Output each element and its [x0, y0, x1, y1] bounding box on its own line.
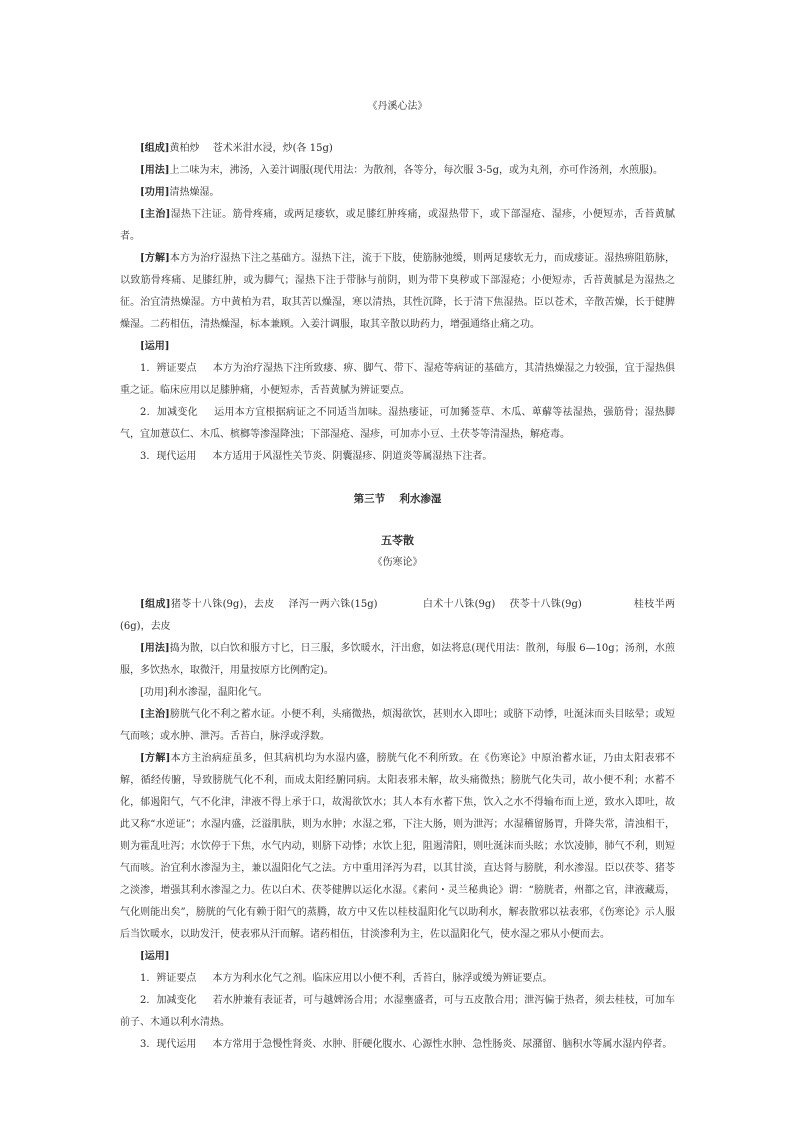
application-heading: [运用]: [140, 951, 170, 962]
application-item-label: 3．现代运用: [140, 451, 197, 462]
formula-title: 五苓散: [381, 534, 414, 547]
analysis-label: [方解]: [140, 753, 171, 764]
application-item-label: 3．现代运用: [140, 1039, 197, 1050]
indication-label: [主治]: [140, 709, 170, 720]
composition-text: 猪苓十八铢(9g)，去皮 泽泻一两六铢(15g) 白术十八铢(9g) 茯苓十八铢(9g) 桂枝半两(6g)，去皮: [120, 599, 675, 632]
application-item-2: [120, 402, 675, 446]
application-item-label: 2．加减变化: [140, 407, 198, 418]
composition-label: [组成]: [140, 143, 170, 154]
application-item-3: [120, 1034, 675, 1056]
usage-text: 捣为散，以白饮和服方寸匕，日三服，多饮暖水，汗出愈，如法将息(现代用法：散剂，每服 6—10g；汤剂，水煎服，多饮热水，取微汗，用量按原方比例酌定)。: [120, 643, 675, 676]
application-item-label: 1．辨证要点: [140, 973, 197, 984]
effect-paragraph: [功用]利水渗湿，温阳化气。: [140, 687, 268, 698]
usage-paragraph: [120, 160, 675, 182]
composition-paragraph: [120, 138, 675, 160]
application-item-text: 本方为治疗湿热下注所致痿、痹、脚气、带下、湿疮等病证的基础方，其清热燥湿之力较强，宜于湿热俱重之证。临床应用以足膝肿痛，小便短赤，舌苔黄腻为辨证要点。: [120, 363, 675, 396]
indication-text: 湿热下注证。筋骨疼痛，或两足痿软，或足膝红肿疼痛，或湿热带下，或下部湿疮、湿疹，小便短赤，舌苔黄腻者。: [120, 209, 675, 242]
application-item-text: 若水肿兼有表证者，可与越婢汤合用；水湿壅盛者，可与五皮散合用；泄泻偏于热者，须去桂枝，可加车前子、木通以利水清热。: [120, 995, 675, 1028]
application-item-text: 本方为利水化气之剂。临床应用以小便不利，舌苔白，脉浮或缓为辨证要点。: [212, 973, 553, 984]
indication-paragraph: [120, 204, 675, 248]
application-item-3: [120, 446, 675, 468]
application-item-1: [120, 358, 675, 402]
source-title-danxi: 《丹溪心法》: [367, 101, 428, 112]
application-item-text: 运用本方宜根据病证之不同适当加味。湿热痿证，可加豨莶草、木瓜、萆薢等祛湿热，强筋骨；湿热脚气，宜加薏苡仁、木瓜、槟榔等渗湿降浊；下部湿疮、湿疹，可加赤小豆、土茯苓等清湿热，解疮毒。: [120, 407, 675, 440]
indication-paragraph: [120, 704, 675, 748]
analysis-text: 本方为治疗湿热下注之基础方。湿热下注，流于下肢，使筋脉弛缓，则两足痿软无力，而成痿证。湿热痹阻筋脉，以致筋骨疼痛、足膝红肿，或为脚气；湿热下注于带脉与前阴，则为带下臭秽或下部湿疮；小便短赤，舌苔黄腻是为湿热之征。治宜清热燥湿。方中黄柏为君，取其苦以燥湿，寒以清热，其性沉降，长于清下焦湿热。臣以苍术，辛散苦燥，长于健脾燥湿。二药相伍，清热燥湿，标本兼顾。入姜汁调服，取其辛散以助药力，增强通络止痛之功。: [120, 253, 675, 330]
analysis-paragraph: [120, 248, 675, 336]
document-page: [120, 96, 675, 1056]
indication-label: [主治]: [140, 209, 171, 220]
indication-text: 膀胱气化不利之蓄水证。小便不利，头痛微热，烦渴欲饮，甚则水入即吐；或脐下动悸，吐涎沫而头目眩晕；或短气而咳；或水肿、泄泻。舌苔白，脉浮或浮数。: [120, 709, 675, 742]
source-title-shanghan: 《伤寒论》: [372, 557, 423, 568]
composition-label: [组成]: [140, 599, 171, 610]
section-heading: 第三节 利水渗湿: [353, 493, 442, 505]
usage-label: [用法]: [140, 165, 170, 176]
application-item-label: 2．加减变化: [140, 995, 197, 1006]
usage-text: 上二味为末，沸汤，入姜汁调服(现代用法：为散剂，各等分，每次服 3-5g，或为丸剂，亦可作汤剂，水煎服)。: [169, 165, 663, 176]
analysis-label: [方解]: [140, 253, 170, 264]
effect-paragraph: [120, 182, 675, 204]
composition-paragraph: [120, 594, 675, 638]
application-item-text: 本方常用于急慢性肾炎、水肿、肝硬化腹水、心源性水肿、急性肠炎、尿潴留、脑积水等属水湿内停者。: [212, 1039, 673, 1050]
application-item-text: 本方适用于风湿性关节炎、阴囊湿疹、阴道炎等属湿热下注者。: [212, 451, 493, 462]
application-item-label: 1．辨证要点: [140, 363, 197, 374]
application-item-2: [120, 990, 675, 1034]
usage-paragraph: [120, 638, 675, 682]
effect-text: 清热燥湿。: [169, 187, 220, 198]
analysis-text: 本方主治病症虽多，但其病机均为水湿内盛，膀胱气化不利所致。在《伤寒论》中原治蓄水证，乃由太阳表邪不解，循经传腑，导致膀胱气化不利，而成太阳经腑同病。太阳表邪未解，故头痛微热；膀胱气化失司，故小便不利；水蓄不化，郁遏阳气，气不化津，津液不得上承于口，故渴欲饮水；其人本有水蓄下焦，饮入之水不得输布而上逆，致水入即吐，故此又称“水逆证”；水湿内盛，泛溢肌肤，则为水肿；水湿之邪，下注大肠，则为泄泻；水湿稽留肠胃，升降失常，清浊相干，则为霍乱吐泻；水饮停于下焦，水气内动，则脐下动悸；水饮上犯，阻遏清阳，则吐涎沫而头眩；水饮凌肺，肺气不利，则短气而咳。治宜利水渗湿为主，兼以温阳化气之法。方中重用泽泻为君，以其甘淡，直达肾与膀胱，利水渗湿。臣以茯苓、猪苓之淡渗，增强其利水渗湿之力。佐以白术、茯苓健脾以运化水湿。《素问・灵兰秘典论》谓：“膀胱者，州都之官，津液藏焉，气化则能出矣”，膀胱的气化有赖于阳气的蒸腾，故方中又佐以桂枝温阳化气以助利水，解表散邪以祛表邪，《伤寒论》示人服后当饮暖水，以助发汗，使表邪从汗而解。诸药相伍，甘淡渗利为主，佐以温阳化气，使水湿之邪从小便而去。: [120, 753, 675, 940]
analysis-paragraph: [120, 748, 675, 946]
application-item-1: [120, 968, 675, 990]
application-heading: [运用]: [140, 341, 170, 352]
composition-text: 黄柏炒 苍术米泔水浸，炒(各 15g): [169, 143, 333, 154]
effect-label: [功用]: [140, 187, 170, 198]
usage-label: [用法]: [140, 643, 170, 654]
